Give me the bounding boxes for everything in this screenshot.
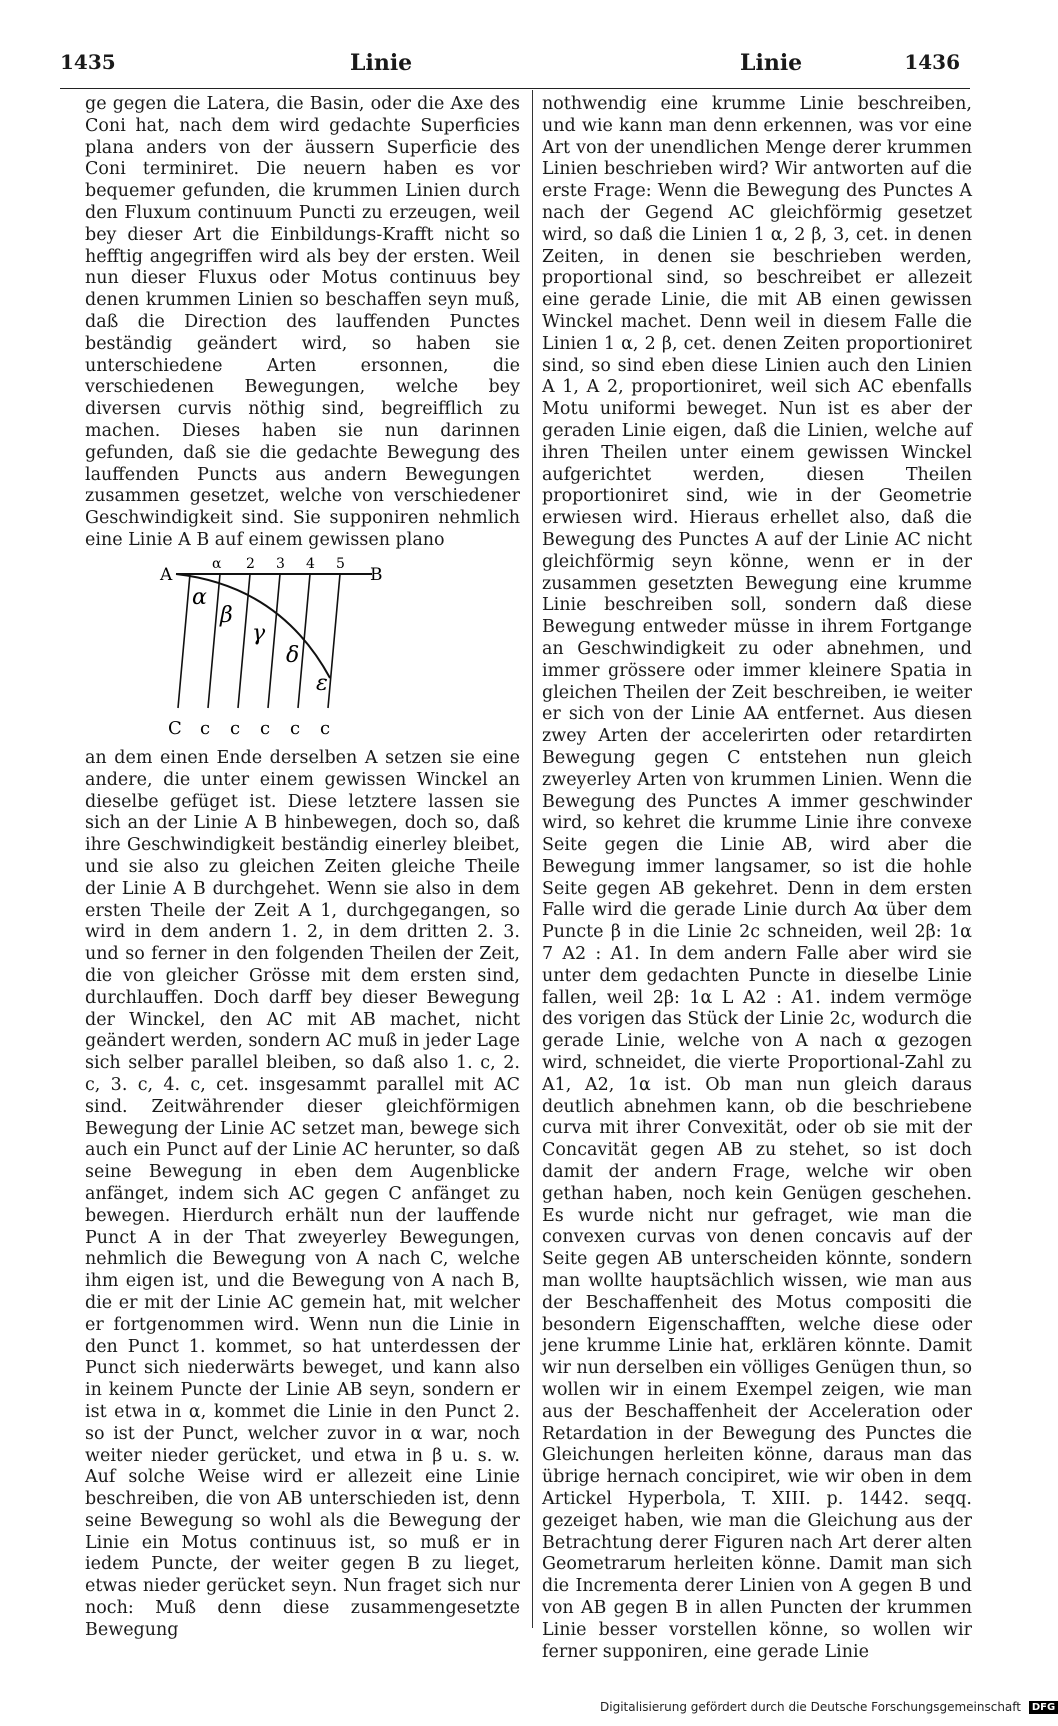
fig-greek-letter: ε — [316, 671, 328, 696]
fig-bottom-marks — [168, 718, 330, 739]
fig-top-marks — [212, 556, 345, 572]
headword-left: Linie — [350, 50, 413, 76]
page-header — [60, 50, 960, 84]
fig-parallel-line — [328, 574, 340, 708]
fig-parallel-line — [268, 574, 280, 708]
fig-bottom-mark: c — [230, 718, 241, 739]
fig-greek-letter: β — [220, 603, 233, 628]
fig-top-mark: α — [212, 556, 222, 572]
fig-top-mark: 5 — [336, 556, 345, 572]
fig-label-a: A — [160, 565, 173, 585]
fig-bottom-mark: c — [320, 718, 331, 739]
fig-greek-letter: α — [192, 585, 207, 610]
headword-right: Linie — [740, 50, 803, 76]
left-column-bottom — [85, 748, 521, 1640]
right-column — [542, 94, 972, 1664]
left-paragraph-bottom: an dem einen Ende derselben A setzen sie eine andere, die unter einem gewissen Winckel an dieselbe gefüget ist. Diese letztere lassen sie sich an der Linie A B hinbewegen, doch so, daß ihre Geschwindigkeit beständig einerley bleibet, und sie also zu gleichen Zeiten gleiche Theile der Linie A B durchgehet. Wenn sie also in dem ersten Theile der Zeit A 1, durchgegangen, so wird in dem andern 1. 2, in dem dritten 2. 3. und so ferner in den folgenden Theilen der Zeit, die von gleicher Grösse mit dem ersten sind, durchlauffen. Doch darff bey dieser Bewegung der Winckel, den AC mit AB machet, nicht geändert werden, sondern AC muß in jeder Lage sich selber parallel bleiben, so daß also 1. c, 2. c, 3. c, 4. c, cet. insgesammt parallel mit AC sind. Zeitwährender dieser gleichförmigen Bewegung der Linie AC setzet man, bewege sich auch ein Punct auf der Linie AC herunter, so daß seine Bewegung in eben dem Augenblicke anfänget, indem sich AC gegen C anfänget zu bewegen. Hierdurch erhält nun der lauffende Punct A in der That zweyerley Bewegungen, nehmlich die Bewegung von A nach C, welche ihm eigen ist, und die Bewegung von A nach B, die er mit der Linie AC gemein hat, mit welcher er fortgenommen wird. Wenn nun die Linie in den Punct 1. kommet, so hat unterdessen der Punct sich niederwärts beweget, und kann also in keinem Puncte der Linie AB seyn, sondern er ist etwa in α, kommet die Linie in den Punct 2. so ist der Punct, welcher zuvor in α war, noch weiter nieder gerücket, und etwa in β u. s. w. Auf solche Weise wird er allezeit eine Linie beschreiben, die von AB unterschieden ist, denn seine Bewegung so wohl als die Bewegung der Linie ein Motus continuus ist, so muß er in iedem Puncte, der weiter gegen B zu lieget, etwas nieder gerücket seyn. Nun fraget sich nur noch: Muß denn diese zusammengesetzte Bewegung — [85, 748, 521, 1640]
fig-bottom-mark: c — [260, 718, 271, 739]
fig-top-mark: 4 — [306, 556, 315, 572]
fig-top-mark: 3 — [276, 556, 285, 572]
header-rule — [60, 88, 970, 89]
curve-diagram — [160, 558, 460, 748]
fig-greek-letter: γ — [252, 621, 266, 646]
fig-bottom-mark: c — [290, 718, 301, 739]
dfg-logo: DFG — [1029, 1701, 1058, 1714]
credit-text: Digitalisierung gefördert durch die Deutsche Forschungsgemeinschaft — [600, 1700, 1022, 1714]
page-number-left: 1435 — [60, 50, 116, 74]
digitization-credit — [600, 1700, 1056, 1720]
fig-greek-letter: δ — [286, 643, 300, 668]
fig-parallel-line — [178, 574, 190, 708]
left-column-top — [85, 94, 520, 556]
page-number-right: 1436 — [904, 50, 960, 74]
fig-bottom-mark: C — [168, 718, 182, 739]
fig-top-mark: 2 — [246, 556, 255, 572]
fig-label-b: B — [370, 565, 383, 585]
fig-parallel-line — [208, 574, 220, 708]
fig-bottom-mark: c — [200, 718, 211, 739]
right-paragraph: nothwendig eine krumme Linie beschreiben, und wie kann man denn erkennen, was vor eine Art von der unendlichen Menge derer krummen Linien beschrieben wird? Wir antworten auf die erste Frage: Wenn die Bewegung des Punctes A nach der Gegend AC gleichförmig gesetzet wird, so daß die Linien 1 α, 2 β, 3, cet. in denen Zeiten, in denen sie beschrieben werden, proportional sind, so beschreibet er allezeit eine gerade Linie, die mit AB einen gewissen Winckel machet. Denn weil in diesem Falle die Linien 1 α, 2 β, cet. denen Zeiten proportioniret sind, so sind eben diese Linien auch den Linien A 1, A 2, proportioniret, weil sich AC ebenfalls Motu uniformi beweget. Nun ist es aber der geraden Linie eigen, daß die Linien, welche auf ihren Theilen unter einem gewissen Winckel aufgerichtet werden, diesen Theilen proportioniret sind, wie in der Geometrie erwiesen wird. Hieraus erhellet also, daß die Bewegung des Punctes A auf der Linie AC nicht gleichförmig seyn könne, wenn er in der zusammen gesetzten Bewegung eine krumme Linie beschreiben soll, sondern daß diese Bewegung entweder müsse in ihrem Fortgange an Geschwindigkeit zu oder abnehmen, und immer grössere oder immer kleinere Spatia in gleichen Theilen der Zeit beschreiben, ie weiter er sich von der Linie AA entfernet. Aus diesen zwey Arten der accelerirten oder retardirten Bewegung gegen C entstehen nun gleich zweyerley Arten von krummen Linien. Wenn die Bewegung des Punctes A immer geschwinder wird, so kehret die krumme Linie ihre convexe Seite gegen die Linie AB, wird aber die Bewegung immer langsamer, so ist die hohle Seite gegen AB gekehret. Denn in dem ersten Falle wird die gerade Linie durch Aα über dem Puncte β in die Linie 2c schneiden, weil 2β: 1α 7 A2 : A1. In dem andern Falle aber wird sie unter dem gedachten Puncte in dieselbe Linie fallen, weil 2β: 1α L A2 : A1. indem vermöge des vorigen das Stück der Linie 2c, wodurch die gerade Linie, welche von A nach α gezogen wird, schneidet, die vierte Proportional-Zahl zu A1, A2, 1α ist. Ob man nun gleich daraus deutlich abnehmen kann, ob die beschriebene curva mit ihrer Convexität, oder ob sie mit der Concavität gegen AB zu stehet, so ist doch damit der andern Frage, welche wir oben gethan haben, noch kein Genügen geschehen. Es wurde nicht nur gefraget, wie man die convexen curvas von denen concavis auf der Seite gegen AB unterscheiden könnte, sondern man wollte hauptsächlich wissen, wie man aus der Beschaffenheit des Motus compositi die besondern Eigenschafften, welche diese oder jene krumme Linie hat, erklären könnte. Damit wir nun derselben ein völliges Genügen thun, so wollen wir in einem Exempel zeigen, wie man aus der Beschaffenheit der Acceleration oder Retardation in der Bewegung des Punctes die Gleichungen herleiten könne, daraus man das übrige hernach concipiret, wie wir oben in dem Artickel Hyperbola, T. XIII. p. 1442. seqq. gezeiget haben, wie man die Gleichung aus der Betrachtung derer Figuren nach Art derer alten Geometrarum herleiten könne. Damit man sich die Incrementa derer Linien von A gegen B und von AB gegen B in allen Puncten der krummen Linie besser vorstellen könne, so wollen wir ferner supponiren, eine gerade Linie — [542, 94, 972, 1662]
column-divider — [532, 90, 533, 1628]
left-paragraph-top: ge gegen die Latera, die Basin, oder die Axe des Coni hat, nach dem wird gedachte Superficies plana anders von der äussern Superficie des Coni terminiret. Die neuern haben es vor bequemer gefunden, die krummen Linien durch den Fluxum continuum Puncti zu erzeugen, weil bey dieser Art die Einbildungs-Krafft nicht so hefftig angegriffen wird als bey der ersten. Weil nun dieser Fluxus oder Motus continuus bey denen krummen Linien so beschaffen seyn muß, daß die Direction des lauffenden Punctes beständig geändert wird, so haben sie unterschiedene Arten ersonnen, die verschiedenen Bewegungen, welche bey diversen curvis nöthig sind, begreifflich zu machen. Dieses haben sie nun darinnen gefunden, daß sie die gedachte Bewegung des lauffenden Puncts aus andern Bewegungen zusammen gesetzet, welche von verschiedener Geschwindigkeit sind. Sie supponiren nehmlich eine Linie A B auf einem gewissen plano — [85, 94, 520, 550]
